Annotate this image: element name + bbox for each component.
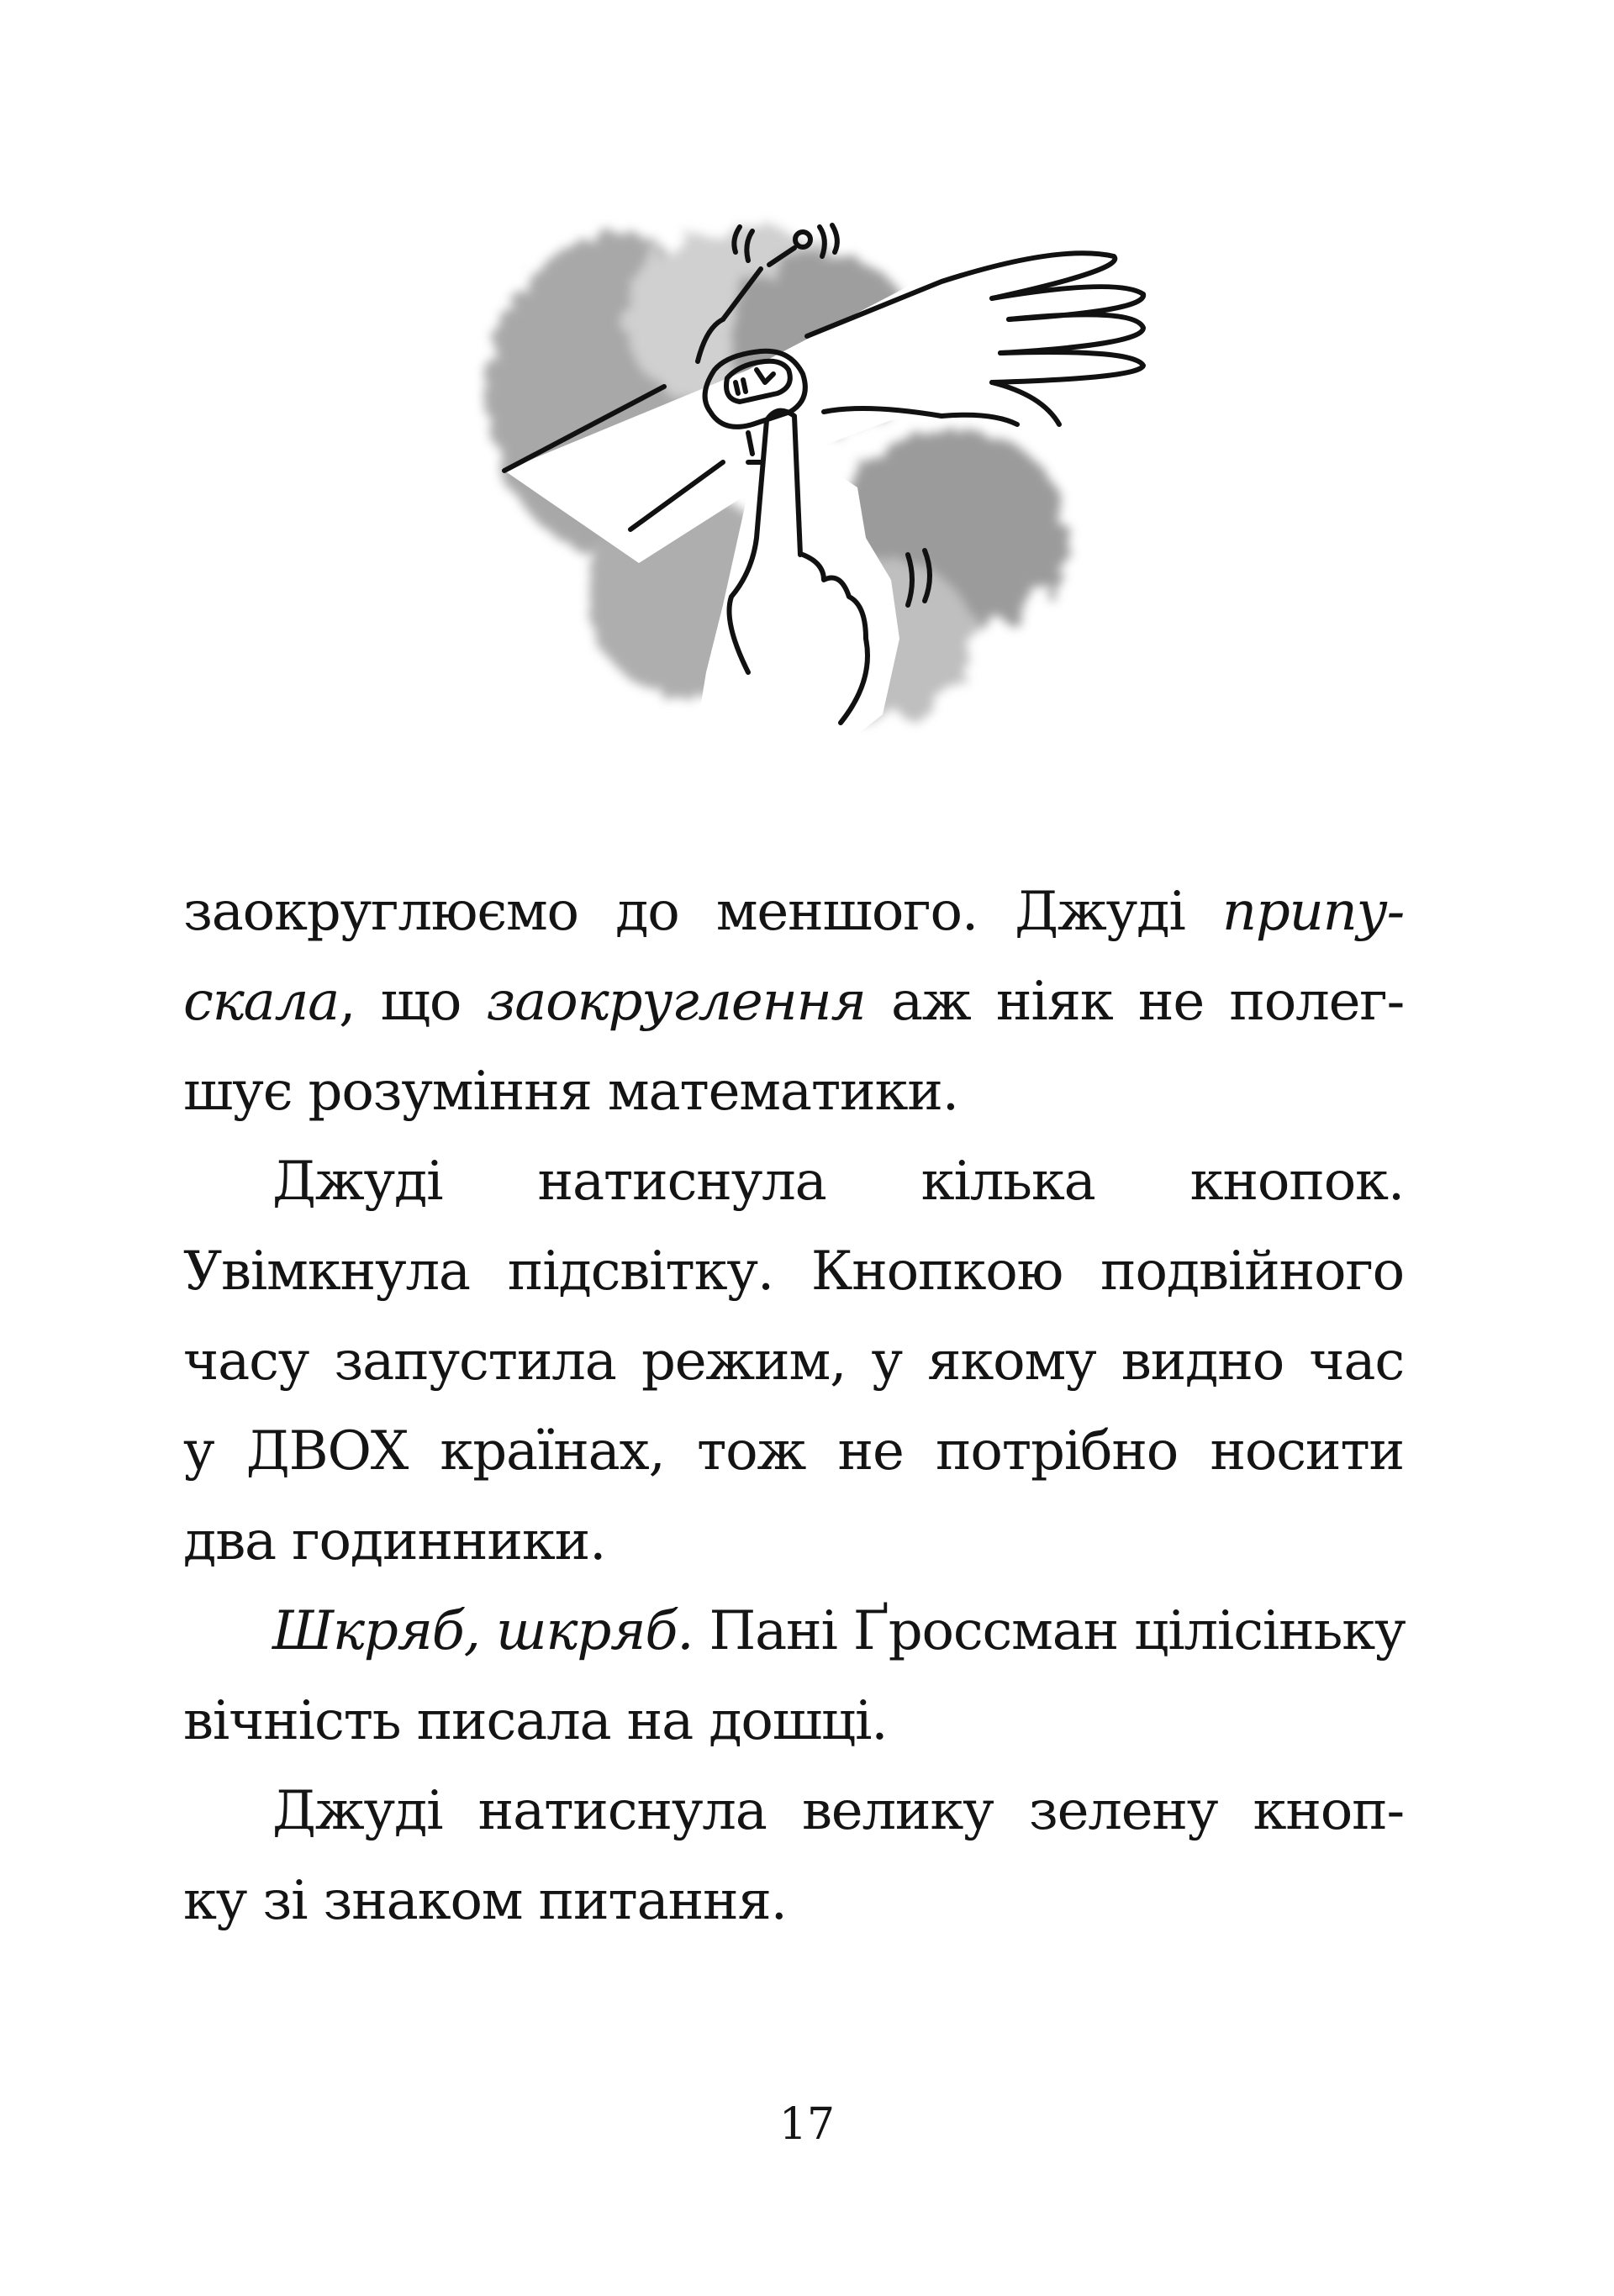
text-segment: Увімкнула підсвітку. Кнопкою подвійного — [183, 1240, 1404, 1303]
text-segment: , що — [339, 971, 487, 1033]
text-line — [183, 1767, 1404, 1856]
text-segment: заокруглюємо до меншого. Джуді — [183, 881, 1222, 943]
text-segment: часу запустила режим, у якому видно час — [183, 1330, 1404, 1393]
italic-text-segment: скала — [183, 971, 340, 1033]
body-text — [183, 867, 1404, 1946]
text-line — [183, 1317, 1404, 1407]
text-line — [183, 1677, 1404, 1767]
italic-text-segment: припу- — [1221, 881, 1404, 943]
text-segment: Джуді натиснула кілька кнопок. — [272, 1151, 1404, 1213]
text-line — [183, 867, 1404, 957]
wristwatch-hand-illustration — [471, 202, 1227, 756]
text-segment: у ДВОХ країнах, тож не потрібно носити — [183, 1420, 1404, 1482]
text-line — [183, 1227, 1404, 1317]
text-segment: Пані Ґроссман цілісіньку — [693, 1600, 1406, 1662]
text-segment: Джуді натиснула велику зелену кноп- — [272, 1780, 1404, 1842]
text-segment: вічність писала на дошці. — [183, 1690, 888, 1752]
italic-text-segment: заокруглення — [486, 971, 866, 1033]
text-segment: два годинники. — [183, 1510, 606, 1572]
text-line — [183, 1587, 1404, 1677]
text-line — [183, 1047, 1404, 1137]
page-number: 17 — [778, 2099, 836, 2150]
text-line — [183, 1856, 1404, 1946]
text-segment: ку зі знаком питання. — [183, 1870, 787, 1932]
text-segment: аж ніяк не полег- — [865, 971, 1404, 1033]
text-line — [183, 957, 1404, 1047]
text-line — [183, 1407, 1404, 1497]
text-line — [183, 1137, 1404, 1227]
italic-text-segment: Шкряб, шкряб. — [272, 1600, 694, 1662]
text-segment: шує розуміння математики. — [183, 1061, 958, 1123]
text-line — [183, 1497, 1404, 1587]
